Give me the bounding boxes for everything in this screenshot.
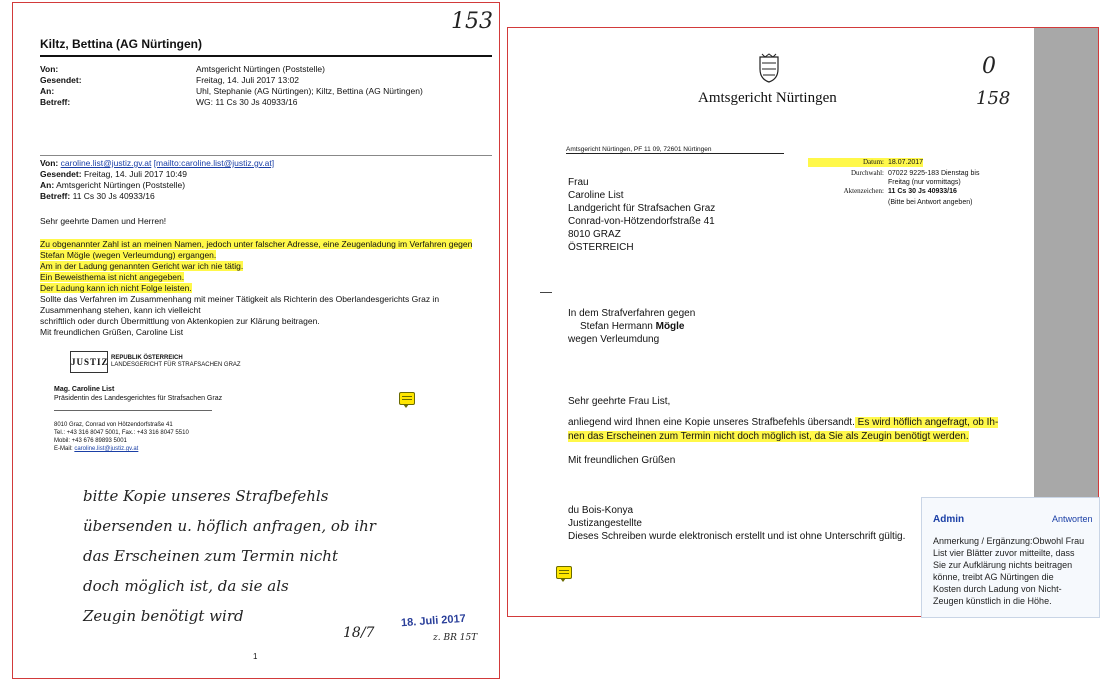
- letter-body: anliegend wird Ihnen eine Kopie unseres Strafbefehls übersandt. Es wird höflich angefragt, ob Ih- nen das Erscheinen zum Termin nicht doch möglich ist, da Sie als Zeugin benötigt werden.: [568, 417, 999, 442]
- fold-mark: [540, 292, 552, 293]
- original-email-header: Von: caroline.list@justiz.gv.at [mailto:caroline.list@justiz.gv.at] Gesendet: Freitag, 14. Juli 2017 10:49 An: Amtsgericht Nürtingen (Poststelle) Betreff: 11 Cs 30 Js 40933/16: [40, 158, 275, 201]
- header-divider: [40, 55, 492, 57]
- handwritten-ref: z. BR 15T: [433, 633, 478, 643]
- left-document-page: [12, 2, 500, 679]
- justiz-logo: JUSTIZ: [70, 351, 108, 373]
- email-greeting: Sehr geehrte Damen und Herren!: [40, 216, 167, 226]
- signature-name-block: Mag. Caroline List Präsidentin des Landesgerichtes für Strafsachen Graz: [54, 386, 223, 402]
- letter-salutation: Sehr geehrte Frau List,: [568, 396, 671, 407]
- page-number: 1: [253, 652, 258, 661]
- email-header-title: Kiltz, Bettina (AG Nürtingen): [40, 37, 202, 51]
- body-line: Zusammenhang stehen, kann ich vielleicht: [40, 305, 201, 315]
- highlighted-line: Stefan Mögle (wegen Verleumdung) ergangen.: [40, 250, 217, 260]
- highlighted-line: Zu obgenannter Zahl ist an meinen Namen, jedoch unter falscher Adresse, eine Zeugenladung im Verfahren gegen: [40, 239, 473, 249]
- forward-divider: [40, 155, 492, 156]
- highlighted-line: Ein Beweisthema ist nicht angegeben.: [40, 272, 185, 282]
- signature-org: REPUBLIK ÖSTERREICH LANDESGERICHT FÜR STRAFSACHEN GRAZ: [111, 355, 241, 368]
- coat-of-arms-icon: [758, 53, 780, 83]
- handwritten-initials: 18/7: [343, 625, 375, 641]
- sender-underline: [566, 153, 784, 154]
- handwritten-note: bitte Kopie unseres Strafbefehls übersenden u. höflich anfragen, ob ihr das Erscheinen zum Termin nicht doch möglich ist, da sie als Zeugin benötigt wird: [83, 487, 376, 625]
- court-name: Amtsgericht Nürtingen: [698, 90, 837, 106]
- comment-author: Admin: [933, 514, 965, 525]
- signer-block: du Bois-Konya Justizangestellte Dieses Schreiben wurde elektronisch erstellt und ist ohne Unterschrift gültig.: [568, 505, 906, 542]
- comment-popup: [921, 497, 1100, 618]
- letter-closing: Mit freundlichen Grüßen: [568, 455, 676, 466]
- reference-info-block: Datum: 18.07.2017 Durchwahl: 07022 9225-183 Dienstag bis Freitag (nur vormittags) Aktenzeichen: 11 Cs 30 Js 40933/16 (Bitte bei Antwort angeben): [808, 158, 979, 207]
- body-line: schriftlich oder durch Übermittlung von Aktenkopien zur Klärung beitragen.: [40, 316, 320, 326]
- sender-mailto-link[interactable]: [mailto:caroline.list@justiz.gv.at]: [153, 158, 275, 168]
- body-line: Mit freundlichen Grüßen, Caroline List: [40, 327, 184, 337]
- highlighted-line: Der Ladung kann ich nicht Folge leisten.: [40, 283, 192, 293]
- sender-return-line: Amtsgericht Nürtingen, PF 11 09, 72601 Nürtingen: [566, 146, 712, 153]
- page-mark-top: 0: [982, 54, 996, 79]
- email-meta-block: [40, 64, 490, 108]
- meta-row-gesendet: Gesendet: Freitag, 14. Juli 2017 13:02: [40, 75, 300, 85]
- comment-note-icon[interactable]: [556, 566, 572, 579]
- page-mark-handwritten: 153: [451, 9, 493, 34]
- page-mark-bottom: 158: [976, 88, 1011, 109]
- signature-contact: 8010 Graz, Conrad von Hötzendorfstraße 41 Tel.: +43 316 8047 5001, Fax.: +43 316 8047 5510 Mobil: +43 676 89893 5001 E-Mail: caroline.list@justiz.gv.at: [54, 422, 189, 452]
- meta-row-von: Von: Amtsgericht Nürtingen (Poststelle): [40, 64, 325, 74]
- comment-note-icon[interactable]: [399, 392, 415, 405]
- case-block: In dem Strafverfahren gegen Stefan Hermann Mögle wegen Verleumdung: [568, 308, 696, 345]
- meta-row-betreff: Betreff: WG: 11 Cs 30 Js 40933/16: [40, 97, 298, 107]
- signature-email-link[interactable]: caroline.list@justiz.gv.at: [74, 446, 139, 452]
- sender-email-link[interactable]: caroline.list@justiz.gv.at: [60, 158, 152, 168]
- comment-text: Anmerkung / Ergänzung:Obwohl Frau List vier Blätter zuvor mitteilte, dass Sie zur Aufklärung nichts beitragen könne, treibt AG Nürtingen die Kosten durch Ladung von Nicht- Zeugen künstlich in die Höhe.: [933, 536, 1085, 606]
- highlighted-line: Am in der Ladung genannten Gericht war ich nie tätig.: [40, 261, 244, 271]
- email-body: [40, 239, 496, 338]
- signature-divider: [54, 410, 212, 411]
- date-stamp: 18. Juli 2017: [400, 612, 467, 630]
- body-line: Sollte das Verfahren im Zusammenhang mit meiner Tätigkeit als Richterin des Oberlandesgerichts Graz in: [40, 294, 440, 304]
- meta-row-an: An: Uhl, Stephanie (AG Nürtingen); Kiltz, Bettina (AG Nürtingen): [40, 86, 423, 96]
- comment-reply-button[interactable]: Antworten: [1052, 514, 1093, 524]
- recipient-address: Frau Caroline List Landgericht für Strafsachen Graz Conrad-von-Hötzendorfstraße 41 8010 GRAZ ÖSTERREICH: [568, 177, 716, 253]
